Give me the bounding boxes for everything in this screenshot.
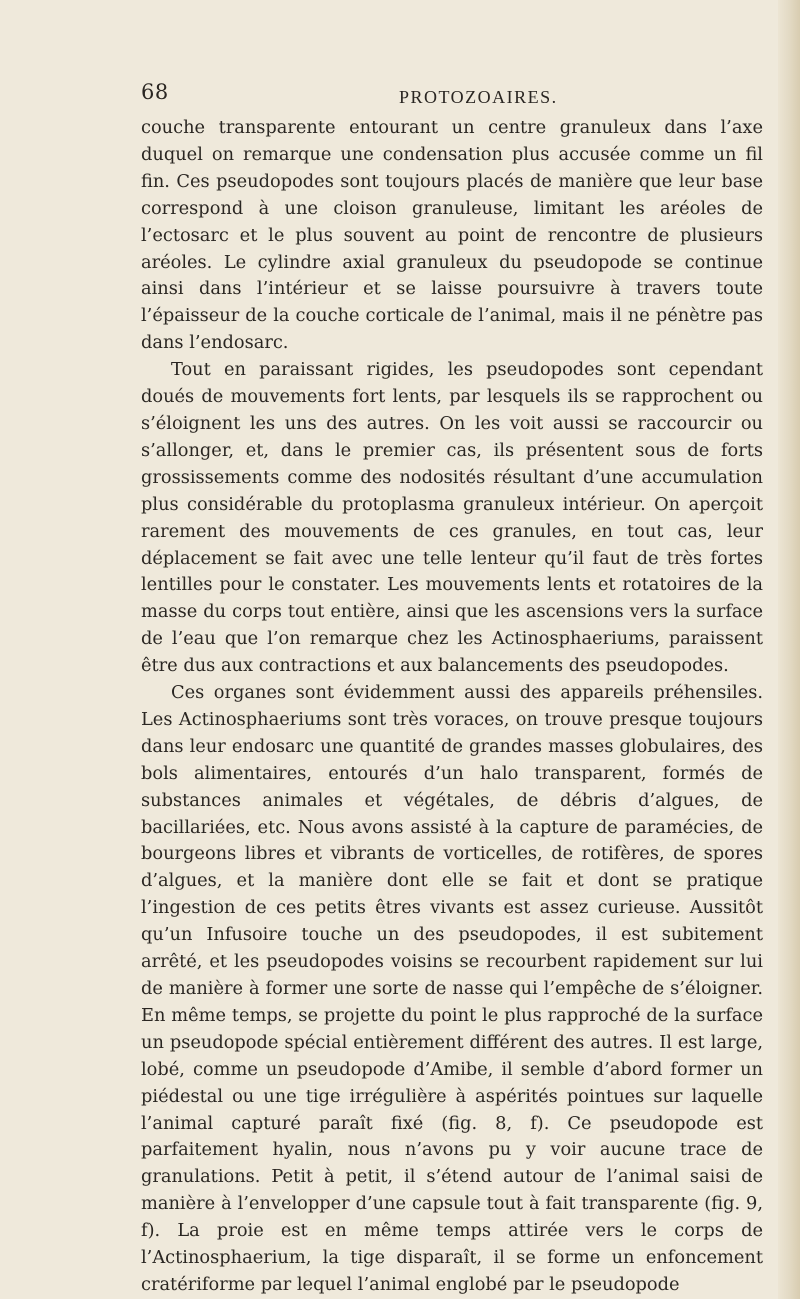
paragraph-3: Ces organes sont évidemment aussi des appareils préhensiles. Les Actinosphaeriums sont très voraces, on trouve presque toujours dans leur endosarc une quantité de grandes masses globulaires, des bols alimentaires, entourés d’un halo transparent, formés de substances animales et végétales, de débris d’algues, de bacillariées, etc. Nous avons assisté à la capture de paramécies, de bourgeons libres et vibrants de vorticelles, de rotifères, de spores d’algues, et la manière dont elle se fait et dont se pratique l’ingestion de ces petits êtres vivants est assez curieuse. Aussitôt qu’un Infusoire touche un des pseudopodes, il est subitement arrêté, et les pseudopodes voisins se recourbent rapidement sur lui de manière à former une sorte de nasse qui l’empêche de s’éloigner. En même temps, se projette du point le plus rapproché de la surface un pseudopode spécial entièrement différent des autres. Il est large, lobé, comme un pseudopode d’Amibe, il semble d’abord former un piédestal ou une tige irrégulière à aspérités pointues sur laquelle l’animal capturé paraît fixé (fig. 8, f). Ce pseudopode est parfaitement hyalin, nous n’avons pu y voir aucune trace de granulations. Petit à petit, il s’étend autour de l’animal saisi de manière à l’envelopper d’une capsule tout à fait transparente (fig. 9, f). La proie est en même temps attirée vers le corps de l’Actinosphaerium, la tige disparaît, il se forme un enfoncement cratériforme par lequel l’animal englobé par le pseudopode xyxy=(141,682,763,1295)
body-text xyxy=(141,115,763,1299)
paragraph-2: Tout en paraissant rigides, les pseudopodes sont cependant doués de mouvements fort lents, par lesquels ils se rapprochent ou s’éloignent les uns des autres. On les voit aussi se raccourcir ou s’allonger, et, dans le premier cas, ils présentent sous de forts grossissements comme des nodosités résultant d’une accumulation plus considérable du protoplasma granuleux intérieur. On aperçoit rarement des mouvements de ces granules, en tout cas, leur déplacement se fait avec une telle lenteur qu’il faut de très fortes lentilles pour le constater. Les mouvements lents et rotatoires de la masse du corps tout entière, ainsi que les ascensions vers la surface de l’eau que l’on remarque chez les Actinosphaeriums, paraissent être dus aux contractions et aux balancements des pseudopodes. xyxy=(141,359,763,677)
page-header xyxy=(141,80,763,110)
page-edge-shadow xyxy=(778,0,800,1299)
paragraph-1: couche transparente entourant un centre granuleux dans l’axe duquel on remarque une condensation plus accusée comme un fil fin. Ces pseudopodes sont toujours placés de manière que leur base correspond à une cloison granuleuse, limitant les aréoles de l’ectosarc et le plus souvent au point de rencontre de plusieurs aréoles. Le cylindre axial granuleux du pseudopode se continue ainsi dans l’intérieur et se laisse poursuivre à travers toute l’épaisseur de la couche corticale de l’animal, mais il ne pénètre pas dans l’endosarc. xyxy=(141,117,763,354)
page-number: 68 xyxy=(141,80,169,104)
running-title: PROTOZOAIRES. xyxy=(399,87,558,107)
